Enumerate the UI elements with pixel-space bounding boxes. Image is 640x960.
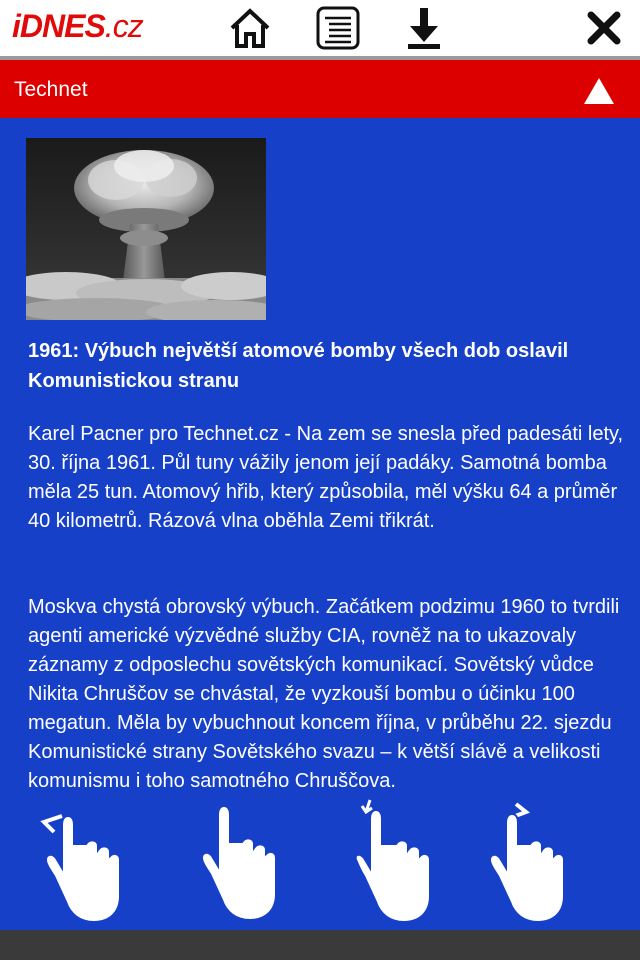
article-photo[interactable] — [26, 138, 266, 320]
mushroom-cloud-photo — [26, 138, 266, 320]
article-list-button[interactable] — [314, 4, 362, 52]
top-toolbar — [0, 0, 640, 56]
article-content — [0, 118, 640, 930]
article-list-icon — [315, 5, 361, 51]
tap-down-hand-icon — [356, 798, 446, 930]
close-icon — [586, 10, 622, 46]
swipe-right-hand-icon — [488, 798, 578, 930]
download-button[interactable] — [400, 4, 448, 52]
home-button[interactable] — [226, 4, 274, 52]
swipe-left-hand-icon — [40, 798, 130, 930]
download-icon — [404, 6, 444, 50]
article-headline[interactable]: 1961: Výbuch největší atomové bomby všech dob oslavil Komunistickou stranu — [28, 340, 569, 392]
home-icon — [228, 6, 272, 50]
idnes-logo[interactable]: iDNES.cz — [12, 8, 143, 44]
tap-hand-icon — [200, 798, 290, 930]
triangle-up-icon — [582, 76, 616, 106]
section-title: Technet — [14, 78, 88, 101]
article-paragraph: Karel Pacner pro Technet.cz - Na zem se snesla před padesáti lety, 30. října 1961. Půl tuny vážily jenom její padáky. Samotná bomba měla 25 tun. Atomový hřib, který způsobila, měl výšku 64 a průměr 40 kilometrů. Rázová vlna oběhla Zemi třikrát. — [28, 423, 624, 532]
scroll-up-button[interactable] — [582, 76, 616, 106]
section-header — [0, 60, 640, 118]
article-paragraph: Moskva chystá obrovský výbuch. Začátkem podzimu 1960 to tvrdili agenti americké výzvědné služby CIA, rovněž na to ukazovaly záznamy z odposlechu sovětských komunikací. Sovětský vůdce Nikita Chruščov se chvástal, že vyzkouší bombu o účinku 100 megatun. Měla by vybuchnout koncem října, v průběhu 22. sjezdu Komunistické strany Sovětského svazu – k větší slávě a velikosti komunismu i toho samotného Chruščova. — [28, 596, 620, 792]
bottom-bar — [0, 930, 640, 960]
gesture-hints-overlay — [0, 798, 640, 930]
close-button[interactable] — [580, 4, 628, 52]
